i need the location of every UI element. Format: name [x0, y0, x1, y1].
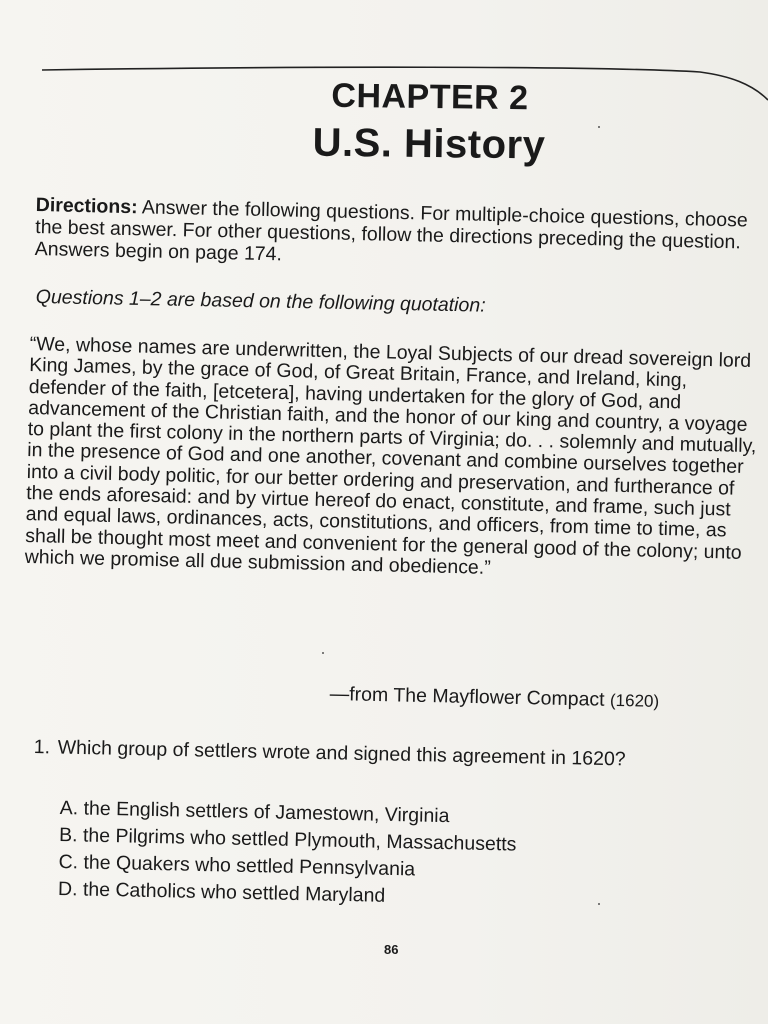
- question-1-options: [58, 795, 700, 916]
- question-1: [34, 736, 734, 773]
- directions-paragraph: [35, 194, 758, 276]
- mayflower-quotation: “We, whose names are underwritten, the Loyal Subjects of our dread sovereign lord King James, by the grace of God, of Great Britain, France, and Ireland, king, defender of the faith, [etcetera], having undertaken for the glory of God, and advancement of the Christian faith, and the honor of our king and country, a voyage to plant the first colony in the northern parts of Virginia; do. . . solemnly and mutually, in the presence of God and one another, covenant and combine ourselves together into a civil body politic, for our better ordering and preservation, and furtherance of the ends aforesaid: and by virtue hereof do enact, constitute, and frame, such just and equal laws, ordinances, acts, constitutions, and officers, from time to time, as shall be thought most meet and convenient for the general good of the colony; unto which we promise all due submission and obedience.”: [24, 333, 757, 579]
- page-number: 86: [384, 942, 399, 957]
- question-1-text: Which group of settlers wrote and signed this agreement in 1620?: [57, 736, 626, 771]
- option-d[interactable]: D. the Catholics who settled Maryland: [57, 877, 386, 907]
- quotation-intro: Questions 1–2 are based on the following quotation:: [35, 286, 486, 317]
- quotation-attribution: [330, 683, 768, 715]
- attribution-source: —from The Mayflower Compact: [329, 683, 605, 711]
- option-c[interactable]: C. the Quakers who settled Pennsylvania: [58, 850, 416, 881]
- chapter-title: CHAPTER 2: [331, 76, 529, 118]
- option-b[interactable]: B. the Pilgrims who settled Plymouth, Massachusetts: [58, 823, 517, 856]
- attribution-year: (1620): [609, 690, 660, 711]
- directions-text: Answer the following questions. For multiple-choice questions, choose the best answer. For other questions, follow the directions preceding the question. Answers begin on page 174.: [34, 196, 748, 266]
- scan-speck: [322, 652, 324, 654]
- scan-speck: [598, 903, 600, 905]
- scan-speck: [598, 126, 600, 128]
- directions-label: Directions:: [35, 194, 138, 219]
- option-a[interactable]: A. the English settlers of Jamestown, Virginia: [59, 796, 450, 828]
- question-1-number: 1.: [33, 736, 51, 759]
- chapter-subject: U.S. History: [312, 120, 546, 168]
